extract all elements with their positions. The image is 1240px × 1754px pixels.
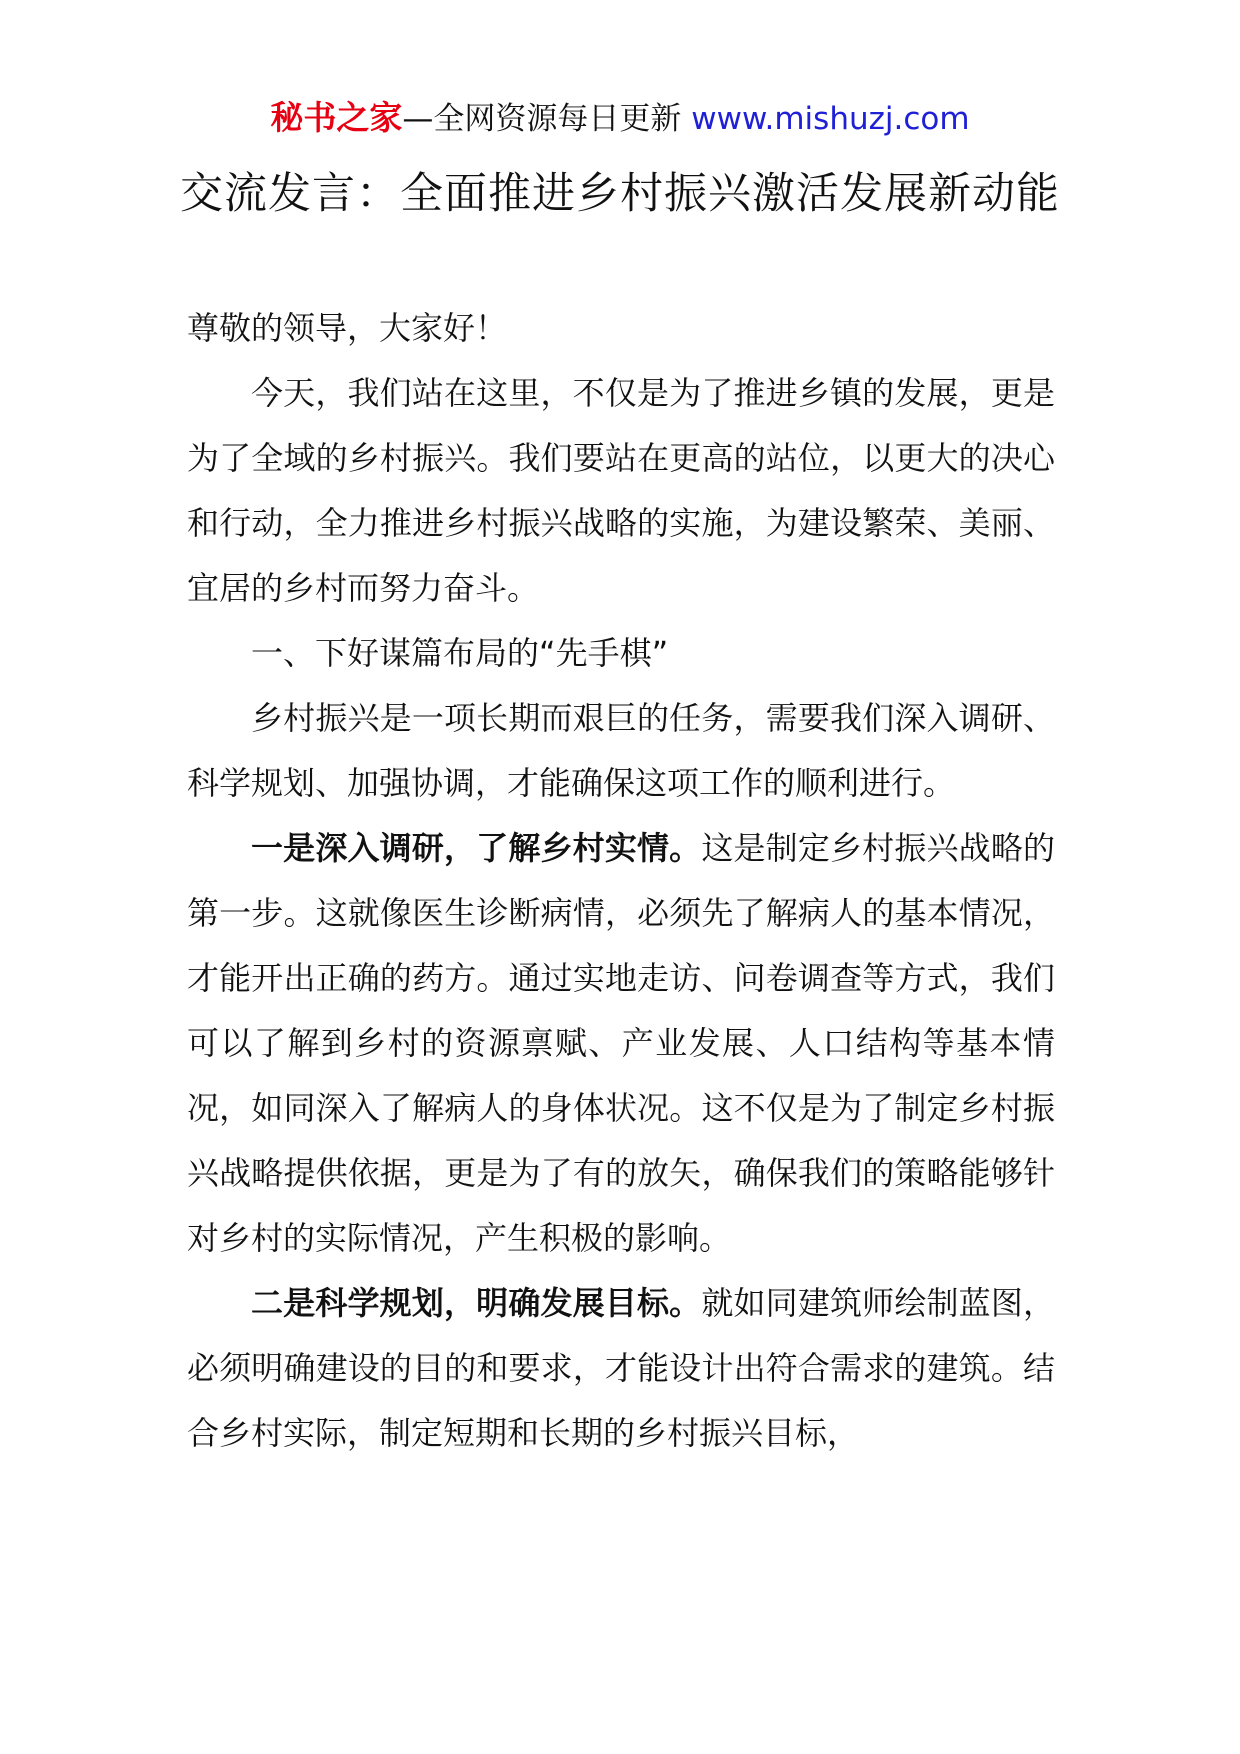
point-one-paragraph (187, 816, 1055, 1271)
site-url-link[interactable]: www.mishuzj.com (691, 101, 970, 137)
point-two-paragraph (187, 1271, 1055, 1466)
intro-paragraph: 今天，我们站在这里，不仅是为了推进乡镇的发展，更是为了全域的乡村振兴。我们要站在更高的站位，以更大的决心和行动，全力推进乡村振兴战略的实施，为建设繁荣、美丽、宜居的乡村而努力奋斗。 (187, 374, 1055, 607)
banner-tagline: —全网资源每日更新 (402, 101, 682, 137)
greeting-paragraph: 尊敬的领导，大家好！ (187, 309, 508, 347)
section-intro-paragraph: 乡村振兴是一项长期而艰巨的任务，需要我们深入调研、科学规划、加强协调，才能确保这项工作的顺利进行。 (187, 699, 1055, 802)
document-title: 交流发言：全面推进乡村振兴激活发展新动能 (180, 169, 1060, 219)
point-two-lead: 二是科学规划，明确发展目标。 (251, 1284, 702, 1322)
document-body (187, 296, 1055, 1466)
site-banner (0, 98, 1240, 139)
section-heading: 一、下好谋篇布局的“先手棋” (251, 634, 669, 672)
brand-name: 秘书之家 (270, 98, 403, 137)
point-one-text: 这是制定乡村振兴战略的第一步。这就像医生诊断病情，必须先了解病人的基本情况，才能开出正确的药方。通过实地走访、问卷调查等方式，我们可以了解到乡村的资源禀赋、产业发展、人口结构等基本情况，如同深入了解病人的身体状况。这不仅是为了制定乡村振兴战略提供依据，更是为了有的放矢，确保我们的策略能够针对乡村的实际情况，产生积极的影响。 (187, 829, 1055, 1257)
point-two-text: 就如同建筑师绘制蓝图，必须明确建设的目的和要求，才能设计出符合需求的建筑。结合乡村实际，制定短期和长期的乡村振兴目标， (187, 1284, 1055, 1452)
point-one-lead: 一是深入调研，了解乡村实情。 (251, 829, 702, 867)
